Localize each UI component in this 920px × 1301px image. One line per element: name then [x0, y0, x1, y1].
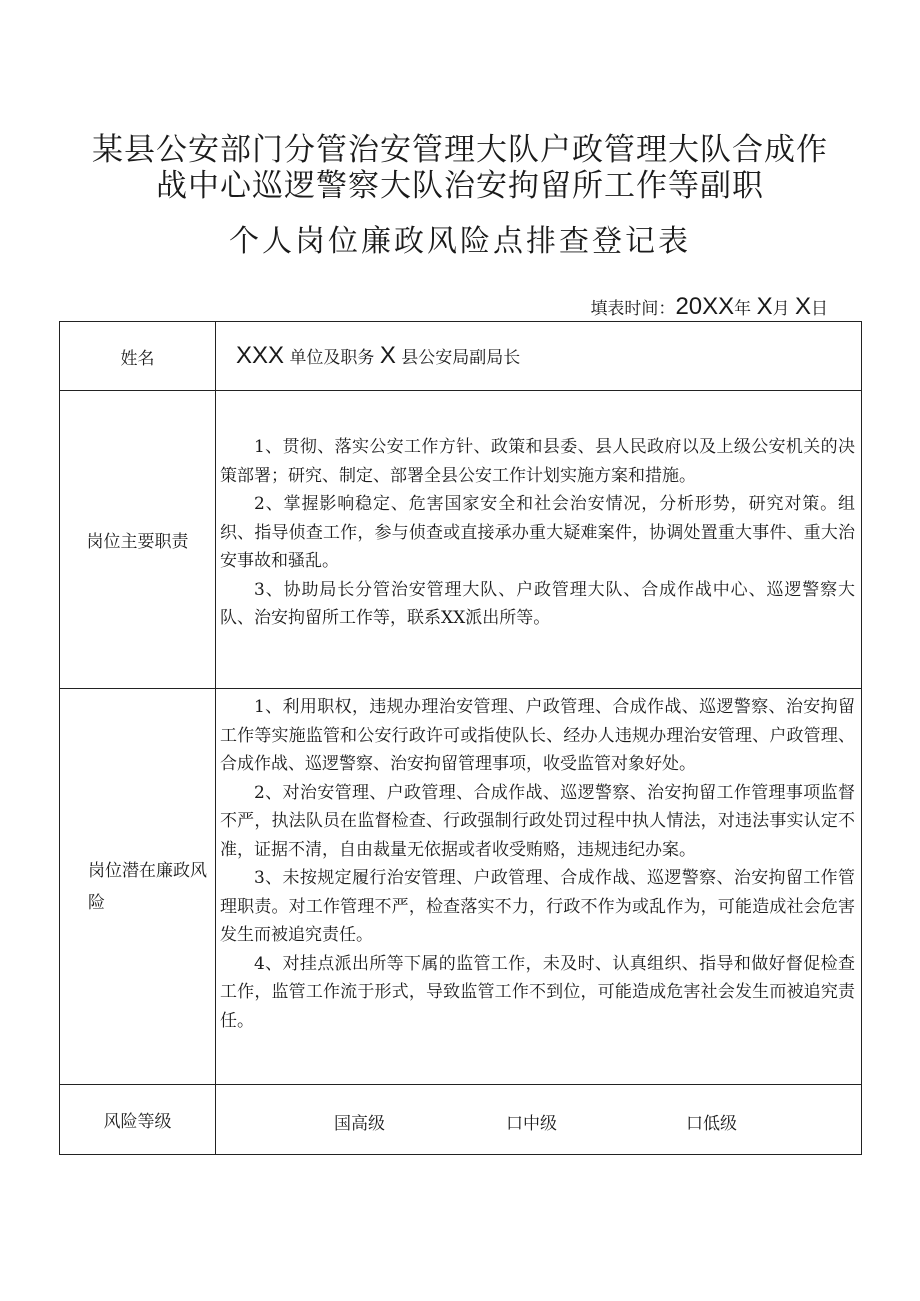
risk-row — [60, 689, 862, 1085]
duty-item: 2、掌握影响稳定、危害国家安全和社会治安情况，分析形势，研究对策。组织、指导侦查工作，参与侦查或直接承办重大疑难案件，协调处置重大事件、重大治安事故和骚乱。 — [220, 494, 855, 571]
position-x: X — [379, 342, 396, 369]
fill-date-day: X — [794, 293, 811, 320]
name-label: 姓名 — [60, 322, 216, 391]
name-row — [60, 322, 862, 391]
risk-item: 4、对挂点派出所等下属的监管工作，未及时、认真组织、指导和做好督促检查工作，监管工作流于形式，导致监管工作不到位，可能造成危害社会发生而被追究责任。 — [220, 953, 855, 1031]
fill-date-month-unit: 月 — [772, 299, 790, 319]
fill-date-label: 填表时间： — [590, 299, 676, 319]
level-row — [60, 1085, 862, 1155]
fill-date-day-unit: 日 — [811, 299, 828, 319]
level-option-high[interactable]: 国高级 — [334, 1114, 385, 1134]
level-option-medium[interactable]: 口中级 — [506, 1114, 557, 1134]
risk-label: 岗位潜在廉政风险 — [60, 689, 216, 1085]
registration-table — [59, 321, 862, 1155]
level-option-low[interactable]: 口低级 — [686, 1114, 737, 1134]
duty-row — [60, 391, 862, 689]
duty-label: 岗位主要职责 — [60, 391, 216, 689]
duty-item: 1、贯彻、落实公安工作方针、政策和县委、县人民政府以及上级公安机关的决策部署；研究、制定、部署全县公安工作计划实施方案和措施。 — [220, 437, 855, 486]
fill-date-month: X — [756, 293, 773, 320]
position-label: 单位及职务 — [289, 348, 375, 368]
person-name: XXX — [236, 342, 285, 369]
title-line-3: 个人岗位廉政风险点排查登记表 — [229, 224, 691, 259]
risk-item: 1、利用职权，违规办理治安管理、户政管理、合成作战、巡逻警察、治安拘留工作等实施监管和公安行政许可或指使队长、经办人违规办理治安管理、户政管理、合成作战、巡逻警察、治安拘留管理事项，收受监管对象好处。 — [220, 697, 855, 774]
risk-cell — [216, 689, 862, 1085]
level-label: 风险等级 — [60, 1085, 216, 1155]
risk-item: 3、未按规定履行治安管理、户政管理、合成作战、巡逻警察、治安拘留工作管理职责。对工作管理不严，检查落实不力，行政不作为或乱作为，可能造成社会危害发生而被追究责任。 — [220, 868, 855, 945]
name-position-cell — [216, 322, 862, 391]
fill-date-year: 20XX — [675, 293, 735, 320]
duty-item: 3、协助局长分管治安管理大队、户政管理大队、合成作战中心、巡逻警察大队、治安拘留所工作等，联系XX派出所等。 — [220, 579, 855, 628]
fill-date — [590, 293, 828, 321]
duty-cell — [216, 391, 862, 689]
risk-content — [220, 693, 855, 1077]
fill-date-year-unit: 年 — [734, 299, 752, 319]
position-value: 县公安局副局长 — [401, 348, 521, 368]
title-line-1: 某县公安部门分管治安管理大队户政管理大队合成作 — [92, 132, 828, 168]
title-line-2: 战中心巡逻警察大队治安拘留所工作等副职 — [156, 168, 764, 204]
level-options-cell — [216, 1085, 862, 1155]
risk-item: 2、对治安管理、户政管理、合成作战、巡逻警察、治安拘留工作管理事项监督不严，执法队员在监督检查、行政强制行政处罚过程中执人情法，对违法事实认定不准，证据不清，自由裁量无依据或者收受贿赂，违规违纪办案。 — [220, 782, 855, 860]
